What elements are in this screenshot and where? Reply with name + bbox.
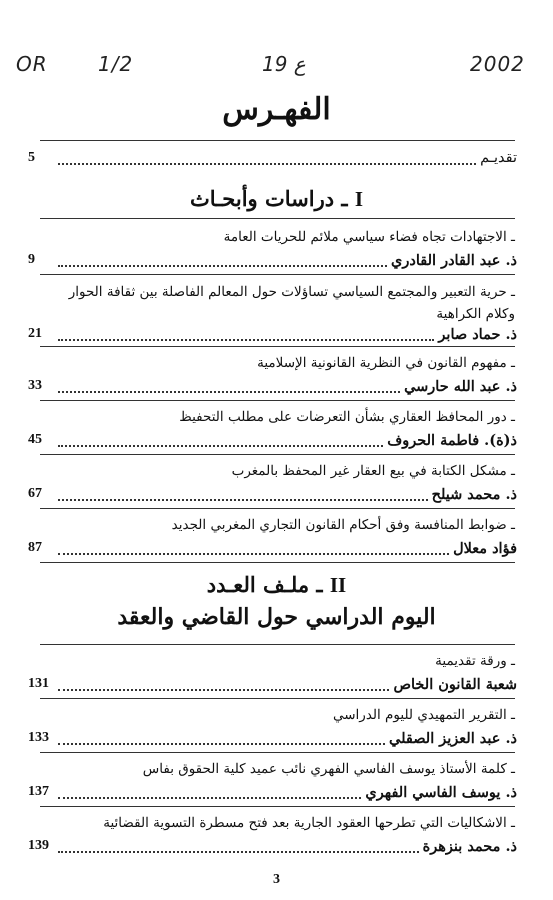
leader-dots [58, 434, 383, 447]
entry-page: 45 [28, 432, 42, 447]
entry-author-row [28, 248, 517, 272]
entry-page: 33 [28, 378, 42, 393]
divider [40, 562, 515, 563]
leader-dots [58, 732, 385, 745]
entry-author-row [28, 482, 517, 506]
toc-entry-intro [28, 146, 517, 170]
entry-author-row [28, 834, 517, 858]
entry-author: شعبة القانون الخاص [393, 675, 517, 693]
divider [40, 508, 515, 509]
entry-title: ـ الاجتهادات تجاه فضاء سياسي ملائم للحريات العامة [223, 229, 515, 245]
section-heading-1 [0, 186, 553, 212]
entry-author: ذ. يوسف الفاسي الفهري [365, 783, 517, 801]
entry-author: ذ. عبد العزيز الصقلي [388, 729, 517, 747]
divider [40, 806, 515, 807]
entry-author: فؤاد معلال [453, 539, 517, 557]
divider [40, 752, 515, 753]
entry-author-row [28, 726, 517, 750]
divider [40, 644, 515, 645]
entry-page: 9 [28, 252, 35, 267]
page-number: 3 [273, 872, 280, 887]
divider [40, 274, 515, 275]
section-title: ـ دراسات وأبحـاث [189, 186, 348, 211]
entry-author-row [28, 322, 517, 346]
entry-title: ـ حرية التعبير والمجتمع السياسي تساؤلات حول المعالم الفاصلة بين ثقافة الحوار [68, 284, 515, 300]
leader-dots [58, 840, 419, 853]
handwritten-note-issue: ع 19 [262, 52, 306, 76]
entry-title: ـ ضوابط المنافسة وفق أحكام القانون التجاري المغربي الجديد [171, 517, 515, 533]
entry-page: 87 [28, 540, 42, 555]
leader-dots [58, 678, 389, 691]
entry-author: ذ. محمد بنزهرة [422, 837, 517, 855]
divider [40, 346, 515, 347]
leader-dots [58, 542, 449, 555]
section-title: ـ ملـف العـدد [206, 572, 323, 597]
entry-title: ـ مشكل الكتابة في بيع العقار غير المحفظ بالمغرب [231, 463, 515, 479]
leader-dots [58, 380, 400, 393]
section-heading-2 [0, 572, 553, 598]
entry-title: ـ كلمة الأستاذ يوسف الفاسي الفهري نائب عميد كلية الحقوق بفاس [142, 761, 515, 777]
leader-dots [58, 488, 428, 501]
entry-author-row [28, 374, 517, 398]
entry-author: ذ. عبد الله حارسي [404, 377, 517, 395]
entry-author-row [28, 536, 517, 560]
leader-dots [58, 152, 476, 165]
entry-author: ذ. محمد شيلح [431, 485, 517, 503]
intro-page: 5 [28, 150, 35, 165]
handwritten-note-fraction: 1/2 [98, 52, 134, 76]
divider [40, 698, 515, 699]
entry-author: ذ. عبد القادر القادري [391, 251, 517, 269]
entry-title: ـ دور المحافظ العقاري بشأن التعرضات على مطلب التحفيظ [179, 409, 515, 425]
leader-dots [58, 786, 361, 799]
entry-page: 133 [28, 730, 49, 745]
entry-title: ـ ورقة تقديمية [435, 653, 515, 669]
entry-page: 131 [28, 676, 49, 691]
entry-title-line2: وكلام الكراهية [436, 306, 515, 322]
entry-author-row [28, 780, 517, 804]
section-number: II [329, 573, 347, 597]
divider [40, 454, 515, 455]
entry-author: ذ(ة). فاطمة الحروف [387, 431, 517, 449]
divider [40, 218, 515, 219]
entry-author: ذ. حماد صابر [438, 325, 517, 343]
entry-author-row [28, 672, 517, 696]
entry-author-row [28, 428, 517, 452]
page-title: الفهـرس [222, 92, 331, 127]
handwritten-note-year: 2002 [470, 52, 525, 76]
divider [40, 400, 515, 401]
leader-dots [58, 328, 434, 341]
entry-title: ـ التقرير التمهيدي لليوم الدراسي [332, 707, 515, 723]
entry-title: ـ مفهوم القانون في النظرية القانونية الإسلامية [257, 355, 515, 371]
section-number: I [354, 187, 364, 211]
leader-dots [58, 254, 387, 267]
divider [40, 140, 515, 141]
entry-page: 137 [28, 784, 49, 799]
entry-page: 67 [28, 486, 42, 501]
entry-title: ـ الاشكاليات التي تطرحها العقود الجارية بعد فتح مسطرة التسوية القضائية [103, 815, 515, 831]
intro-label: تقديـم [480, 150, 517, 166]
section-subheading: اليوم الدراسي حول القاضي والعقد [117, 604, 436, 630]
handwritten-note-or: OR [16, 52, 48, 76]
entry-page: 139 [28, 838, 49, 853]
entry-page: 21 [28, 326, 42, 341]
